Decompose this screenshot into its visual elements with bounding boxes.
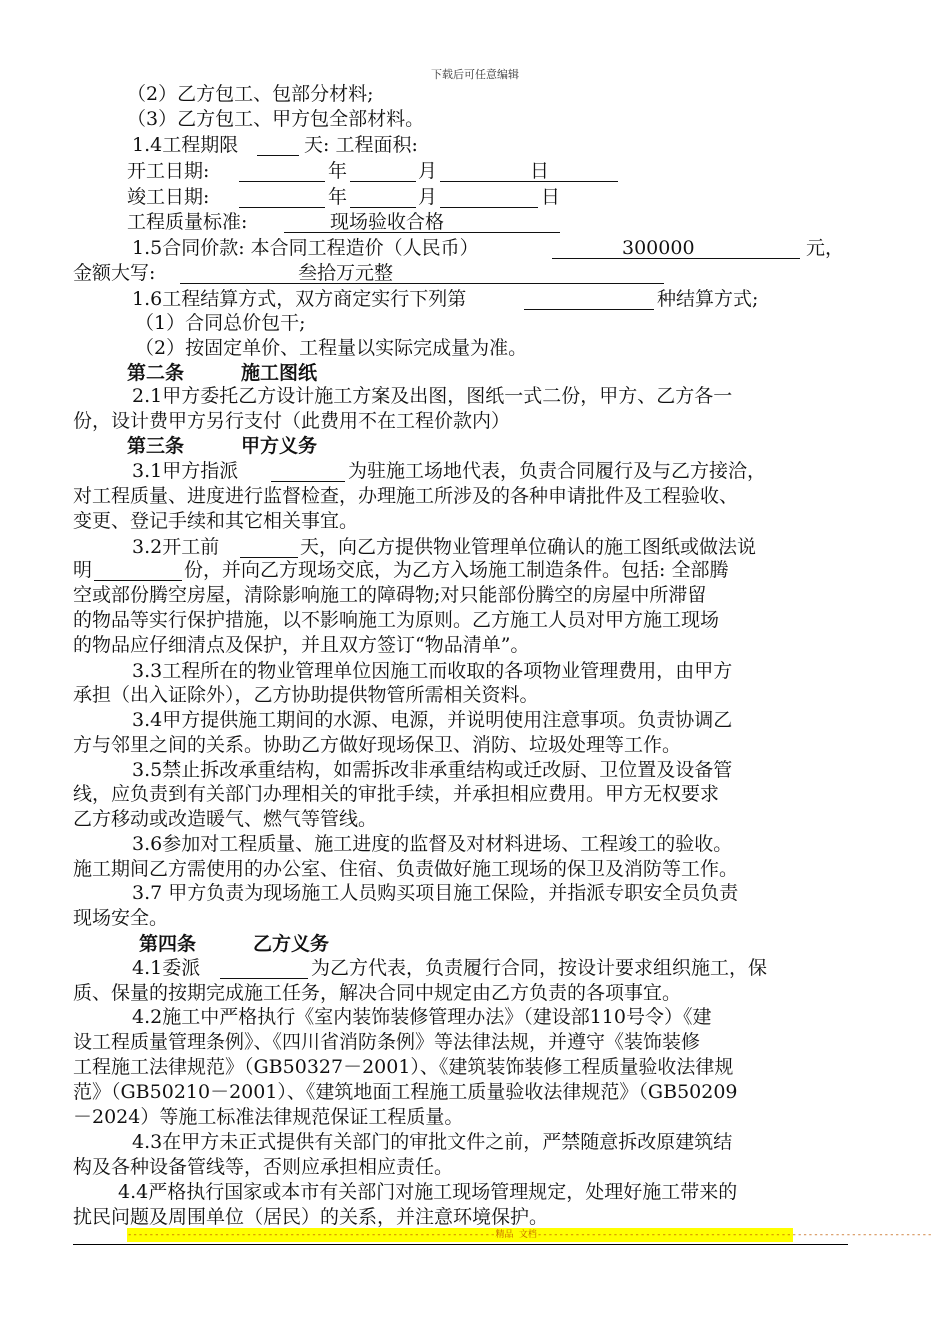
contract-price-value: 300000 [622,237,695,259]
text-line: 质、保量的按期完成施工任务，解决合同中规定由乙方负责的各项事宜。 [73,982,682,1004]
blank-underline [350,181,416,182]
text-line: 3.7 甲方负责为现场施工人员购买项目施工保险，并指派专职安全员负责 [132,882,739,904]
text-line: 对工程质量、进度进行监督检查，办理施工所涉及的各种申请批件及工程验收、 [73,485,739,507]
text-line: 1.6工程结算方式，双方商定实行下列第 [132,288,467,310]
text-line: 变更、登记手续和其它相关事宜。 [73,510,359,532]
text-line: 月 [418,160,438,182]
text-line: 3.1甲方指派 [132,460,239,482]
text-line: －2024）等施工标准法律规范保证工程质量。 [73,1106,464,1128]
text-line: 4.1委派 [132,957,201,979]
text-line: 的物品应仔细清点及保护，并且双方签订“物品清单”。 [73,634,530,656]
text-line: 1.5合同价款: 本合同工程造价（人民币） [132,237,479,259]
text-line: 4.4严格执行国家或本市有关部门对施工现场管理规定，处理好施工带来的 [118,1181,738,1203]
blank-underline [257,155,299,156]
text-line: 天，向乙方提供物业管理单位确认的施工图纸或做法说 [300,536,757,558]
quality-standard-value: 现场验收合格 [330,211,445,233]
blank-underline [239,181,325,182]
text-line: 的物品等实行保护措施，以不影响施工为原则。乙方施工人员对甲方施工现场 [73,609,720,631]
text-line: 现场安全。 [73,907,169,929]
text-line: 3.2开工前 [132,536,220,558]
text-line: 设工程质量管理条例》、《四川省消防条例》等法律法规，并遵守《装饰装修 [73,1031,701,1053]
text-line: 3.3工程所在的物业管理单位因施工而收取的各项物业管理费用，由甲方 [132,660,733,682]
text-line: 年 [328,160,348,182]
text-line: 月 [418,186,438,208]
text-line: 元， [806,237,845,259]
text-line: （3）乙方包工、甲方包全部材料。 [127,108,425,130]
text-line: 4.2施工中严格执行《室内装饰装修管理办法》（建设部110号令）《建 [132,1006,712,1028]
blank-underline [94,580,182,581]
text-line: 承担（出入证除外），乙方协助提供物管所需相关资料。 [73,684,539,706]
text-line: 范》（GB50210－2001）、《建筑地面工程施工质量验收法律规范》（GB50209 [73,1081,738,1103]
text-line: 构及各种设备管线等，否则应承担相应责任。 [73,1156,454,1178]
text-line: 4.3在甲方未正式提供有关部门的审批文件之前，严禁随意拆改原建筑结 [132,1131,733,1153]
text-line: 种结算方式; [657,288,759,310]
section-heading: 第二条 施工图纸 [127,362,318,384]
text-line: 份，并向乙方现场交底，为乙方入场施工制造条件。包括: 全部腾 [184,559,729,581]
text-line: 工程质量标准: [127,211,248,233]
text-line: 竣工日期: [127,186,210,208]
section-heading: 第四条 乙方义务 [139,933,330,955]
text-line: 为驻施工场地代表，负责合同履行及与乙方接洽， [348,460,767,482]
text-line: （2）乙方包工、包部分材料; [127,83,374,105]
blank-underline [239,207,325,208]
text-line: 2.1甲方委托乙方设计施工方案及出图，图纸一式二份，甲方、乙方各一 [132,385,733,407]
section-heading: 第三条 甲方义务 [127,435,318,457]
text-line: 年 [328,186,348,208]
text-line: 方与邻里之间的关系。协助乙方做好现场保卫、消防、垃圾处理等工作。 [73,734,682,756]
text-line: 明 [73,559,93,581]
text-line: 开工日期: [127,160,210,182]
blank-underline [524,309,654,310]
text-line: 空或部份腾空房屋，清除影响施工的障碍物;对只能部份腾空的房屋中所滞留 [73,584,707,606]
text-line: 1.4工程期限 [132,134,239,156]
text-line: 日 [541,186,561,208]
page-header: 下载后可任意编辑 [431,68,519,81]
text-line: （1）合同总价包干; [135,312,306,334]
blank-underline [440,181,618,182]
blank-underline [350,207,416,208]
amount-in-words-value: 叁拾万元整 [298,262,394,284]
text-line: 3.6参加对工程质量、施工进度的监督及对材料进场、工程竣工的验收。 [132,833,733,855]
text-line: 日 [530,160,550,182]
blank-underline [440,207,538,208]
text-line: 线，应负责到有关部门办理相关的审批手续，并承担相应费用。甲方无权要求 [73,783,720,805]
text-line: 乙方移动或改造暖气、燃气等管线。 [73,808,378,830]
blank-underline [220,978,308,979]
text-line: 施工期间乙方需使用的办公室、住宿、负责做好施工现场的保卫及消防等工作。 [73,858,739,880]
text-line: 3.5禁止拆改承重结构，如需拆改非承重结构或迁改厨、卫位置及设备管 [132,759,733,781]
text-line: （2）按固定单价、工程量以实际完成量为准。 [135,337,528,359]
text-line: 天: 工程面积: [304,134,418,156]
text-line: 工程施工法律规范》（GB50327－2001）、《建筑装饰装修工程质量验收法律规 [73,1056,734,1078]
text-line: 金额大写: [73,262,156,284]
footer-divider [73,1244,848,1245]
blank-underline [271,481,345,482]
text-line: 扰民问题及周围单位（居民）的关系，并注意环境保护。 [73,1206,549,1228]
footer-banner: --------------------------------------------------------------------精品 文档------------------------------------------------------------------------- [127,1230,933,1240]
text-line: 为乙方代表，负责履行合同，按设计要求组织施工，保 [311,957,768,979]
blank-underline [180,283,664,284]
text-line: 3.4甲方提供施工期间的水源、电源，并说明使用注意事项。负责协调乙 [132,709,733,731]
text-line: 份，设计费甲方另行支付（此费用不在工程价款内） [73,410,511,432]
